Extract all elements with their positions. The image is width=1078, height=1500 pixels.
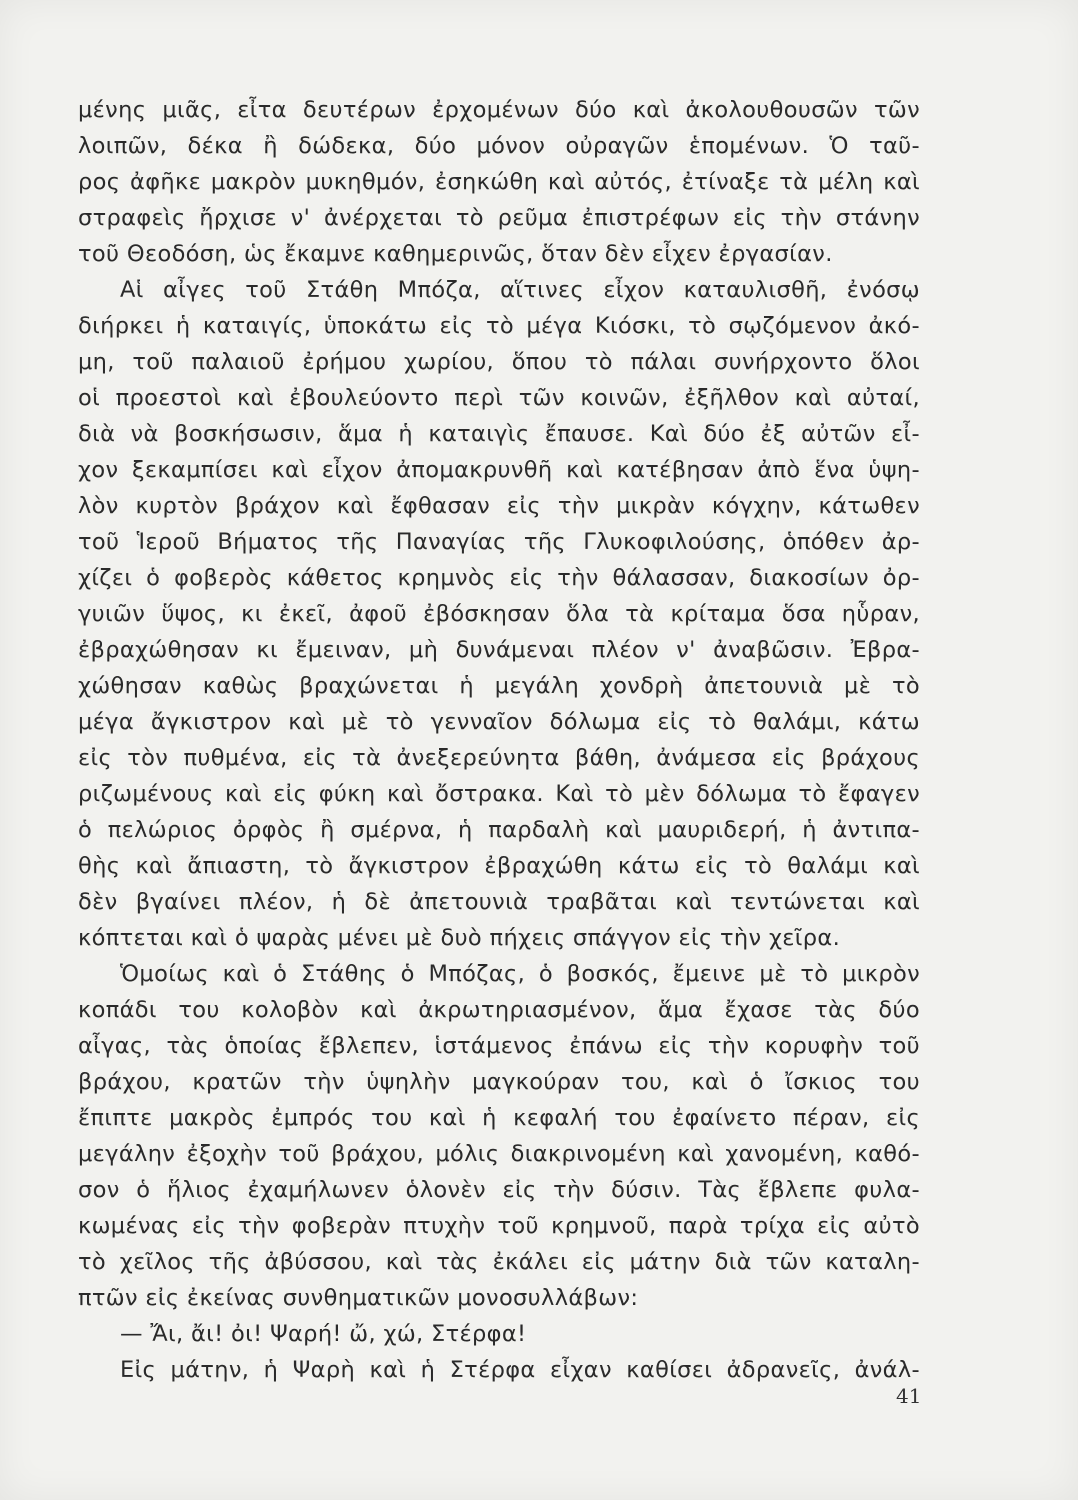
text-line: τοῦ Ἱεροῦ Βήματος τῆς Παναγίας τῆς Γλυκοφιλούσης, ὁπόθεν ἀρ- xyxy=(78,529,920,555)
text-line: θὴς καὶ ἄπιαστη, τὸ ἄγκιστρον ἐβραχώθη κάτω εἰς τὸ θαλάμι καὶ xyxy=(78,853,920,879)
text-line: τοῦ Θεοδόση, ὡς ἔκαμνε καθημερινῶς, ὅταν δὲν εἶχεν ἐργασίαν. xyxy=(78,241,833,267)
text-line: αἶγας, τὰς ὁποίας ἔβλεπεν, ἱστάμενος ἐπάνω εἰς τὴν κορυφὴν τοῦ xyxy=(78,1033,920,1059)
text-line: μένης μιᾶς, εἶτα δευτέρων ἐρχομένων δύο καὶ ἀκολουθουσῶν τῶν xyxy=(78,97,920,123)
text-line: δὲν βγαίνει πλέον, ἡ δὲ ἀπετουνιὰ τραβᾶται καὶ τεντώνεται καὶ xyxy=(78,889,920,915)
text-line: ἐβραχώθησαν κι ἔμειναν, μὴ δυνάμεναι πλέον ν' ἀναβῶσιν. Ἐβρα- xyxy=(78,637,920,663)
text-line: ὁ πελώριος ὀρφὸς ἢ σμέρνα, ἡ παρδαλὴ καὶ μαυριδερή, ἡ ἀντιπα- xyxy=(78,817,920,843)
text-line: διήρκει ἡ καταιγίς, ὑποκάτω εἰς τὸ μέγα Κιόσκι, τὸ σῳζόμενον ἀκό- xyxy=(78,313,920,339)
text-line: λὸν κυρτὸν βράχον καὶ ἔφθασαν εἰς τὴν μικρὰν κόγχην, κάτωθεν xyxy=(78,493,920,519)
text-line: μη, τοῦ παλαιοῦ ἐρήμου χωρίου, ὅπου τὸ πάλαι συνήρχοντο ὅλοι xyxy=(78,349,920,375)
text-line: βράχου, κρατῶν τὴν ὑψηλὴν μαγκούραν του, καὶ ὁ ἴσκιος του xyxy=(78,1069,920,1095)
dialogue-line: — Ἄι, ἄι! ὀι! Ψαρή! ὤ, χώ, Στέρφα! xyxy=(120,1321,527,1347)
text-line: λοιπῶν, δέκα ἢ δώδεκα, δύο μόνον οὐραγῶν ἑπομένων. Ὁ ταῦ- xyxy=(78,133,920,159)
body-text xyxy=(78,92,920,1388)
text-line: εἰς τὸν πυθμένα, εἰς τὰ ἀνεξερεύνητα βάθη, ἀνάμεσα εἰς βράχους xyxy=(78,745,920,771)
text-line: γυιῶν ὕψος, κι ἐκεῖ, ἀφοῦ ἐβόσκησαν ὅλα τὰ κρίταμα ὅσα ηὗραν, xyxy=(78,601,920,627)
text-line: κόπτεται καὶ ὁ ψαρὰς μένει μὲ δυὸ πήχεις σπάγγον εἰς τὴν χεῖρα. xyxy=(78,925,841,951)
text-line: οἱ προεστοὶ καὶ ἐβουλεύοντο περὶ τῶν κοινῶν, ἐξῆλθον καὶ αὐταί, xyxy=(78,385,920,411)
text-line: ἔπιπτε μακρὸς ἐμπρός του καὶ ἡ κεφαλή του ἐφαίνετο πέραν, εἰς xyxy=(78,1105,920,1131)
text-line: διὰ νὰ βοσκήσωσιν, ἅμα ἡ καταιγὶς ἔπαυσε. Καὶ δύο ἐξ αὐτῶν εἶ- xyxy=(78,421,920,447)
page-number: 41 xyxy=(896,1384,922,1408)
text-line: στραφεὶς ἤρχισε ν' ἀνέρχεται τὸ ρεῦμα ἐπιστρέφων εἰς τὴν στάνην xyxy=(78,205,920,231)
text-line: κοπάδι του κολοβὸν καὶ ἀκρωτηριασμένον, ἅμα ἔχασε τὰς δύο xyxy=(78,997,920,1023)
text-line: χίζει ὁ φοβερὸς κάθετος κρημνὸς εἰς τὴν θάλασσαν, διακοσίων ὀρ- xyxy=(78,565,920,591)
text-line: πτῶν εἰς ἐκείνας συνθηματικῶν μονοσυλλάβων: xyxy=(78,1285,639,1311)
text-line: χον ξεκαμπίσει καὶ εἶχον ἀπομακρυνθῆ καὶ κατέβησαν ἀπὸ ἕνα ὑψη- xyxy=(78,457,920,483)
text-line: ριζωμένους καὶ εἰς φύκη καὶ ὄστρακα. Καὶ τὸ μὲν δόλωμα τὸ ἔφαγεν xyxy=(78,781,920,807)
text-line: μεγάλην ἐξοχὴν τοῦ βράχου, μόλις διακρινομένη καὶ χανομένη, καθό- xyxy=(78,1141,920,1167)
paragraph-start-line: Ὁμοίως καὶ ὁ Στάθης ὁ Μπόζας, ὁ βοσκός, ἔμεινε μὲ τὸ μικρὸν xyxy=(120,961,920,987)
paragraph-start-line: Εἰς μάτην, ἡ Ψαρὴ καὶ ἡ Στέρφα εἶχαν καθίσει ἀδρανεῖς, ἀνάλ- xyxy=(120,1357,920,1383)
text-line: κωμένας εἰς τὴν φοβερὰν πτυχὴν τοῦ κρημνοῦ, παρὰ τρίχα εἰς αὐτὸ xyxy=(78,1213,920,1239)
text-line: τὸ χεῖλος τῆς ἀβύσσου, καὶ τὰς ἐκάλει εἰς μάτην διὰ τῶν καταλη- xyxy=(78,1249,920,1275)
text-line: χώθησαν καθὼς βραχώνεται ἡ μεγάλη χονδρὴ ἀπετουνιὰ μὲ τὸ xyxy=(78,673,920,699)
text-line: μέγα ἄγκιστρον καὶ μὲ τὸ γενναῖον δόλωμα εἰς τὸ θαλάμι, κάτω xyxy=(78,709,920,735)
paragraph-start-line: Αἱ αἶγες τοῦ Στάθη Μπόζα, αἵτινες εἶχον καταυλισθῆ, ἐνόσῳ xyxy=(120,277,920,303)
text-line: σον ὁ ἥλιος ἐχαμήλωνεν ὁλονὲν εἰς τὴν δύσιν. Τὰς ἔβλεπε φυλα- xyxy=(78,1177,920,1203)
text-line: ρος ἀφῆκε μακρὸν μυκηθμόν, ἐσηκώθη καὶ αὐτός, ἐτίναξε τὰ μέλη καὶ xyxy=(78,169,920,195)
